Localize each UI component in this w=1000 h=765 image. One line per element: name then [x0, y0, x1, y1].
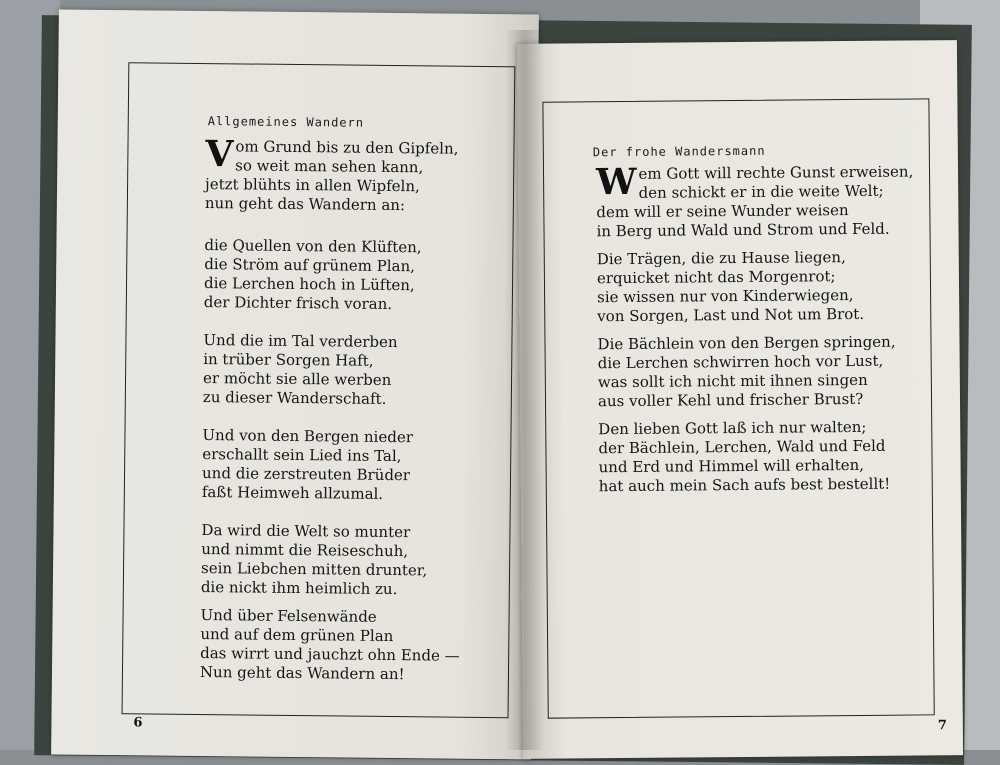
poem-line: erquicket nicht das Morgenrot; [596, 267, 836, 288]
poem-line: erschallt sein Lied ins Tal, [202, 445, 402, 466]
poem-line: und Erd und Himmel will erhalten, [598, 455, 865, 477]
poem-line: in trüber Sorgen Haft, [203, 350, 374, 370]
poem-line: Und die im Tal verderben [203, 331, 398, 352]
poem-line: sein Liebchen mitten drunter, [200, 559, 428, 580]
book-gutter [505, 30, 545, 750]
right-page-number: 7 [937, 718, 947, 734]
right-poem-title: Der frohe Wandersmann [592, 143, 766, 160]
poem-line: sie wissen nur von Kinderwiegen, [597, 286, 854, 307]
poem-line: Den lieben Gott laß ich nur walten; [598, 417, 867, 439]
right-stanza-4 [598, 418, 890, 497]
right-stanza-2 [597, 248, 864, 326]
poem-line: aus voller Kehl und frischer Brust? [597, 389, 864, 411]
poem-line: zu dieser Wanderschaft. [202, 388, 387, 408]
right-drop-cap: W [595, 160, 637, 204]
poem-line: dem will er seine Wunder weisen [596, 201, 849, 222]
poem-line: was sollt ich nicht mit ihnen singen [597, 370, 868, 392]
right-page [517, 40, 963, 759]
poem-line: in Berg und Wald und Strom und Feld. [596, 219, 890, 241]
poem-line: faßt Heimweh allzumal. [201, 483, 384, 503]
poem-line: und auf dem grünen Plan [200, 625, 394, 646]
left-stanza-2 [204, 236, 422, 314]
right-stanza-3 [597, 333, 896, 412]
poem-line: om Grund bis zu den Gipfeln, [235, 137, 459, 158]
left-stanza-1 [204, 133, 459, 215]
left-stanza-6 [200, 606, 460, 685]
left-page [51, 10, 539, 760]
left-poem-title: Allgemeines Wandern [207, 114, 365, 130]
poem-line: den schickt er in die weite Welt; [638, 181, 884, 202]
poem-line: Nun geht das Wandern an! [199, 663, 405, 684]
poem-line: und nimmt die Reiseschuh, [201, 540, 409, 561]
left-stanza-3 [203, 331, 398, 409]
poem-line: Die Bächlein von den Bergen springen, [597, 332, 896, 354]
poem-line: der Dichter frisch voran. [203, 293, 393, 314]
poem-line: Und von den Bergen nieder [202, 426, 414, 447]
poem-line: hat auch mein Sach aufs best bestellt! [598, 474, 891, 496]
poem-line: Die Trägen, die zu Hause liegen, [596, 248, 846, 269]
left-stanza-5 [201, 521, 428, 599]
left-drop-cap: V [205, 133, 234, 176]
poem-line: so weit man sehen kann, [235, 156, 424, 177]
poem-line: die Lerchen schwirren hoch vor Lust, [597, 351, 884, 373]
poem-line: Und über Felsenwände [200, 606, 377, 626]
left-page-number: 6 [133, 715, 143, 731]
poem-line: die Quellen von den Klüften, [204, 236, 422, 257]
poem-line: der Bächlein, Lerchen, Wald und Feld [598, 436, 886, 458]
poem-line: das wirrt und jauchzt ohn Ende — [200, 644, 460, 665]
left-stanza-4 [202, 426, 413, 504]
poem-line: von Sorgen, Last und Not um Brot. [597, 304, 865, 326]
poem-line: em Gott will rechte Gunst erweisen, [638, 162, 914, 183]
poem-line: die nickt ihm heimlich zu. [200, 578, 398, 599]
poem-line: nun geht das Wandern an: [204, 194, 406, 215]
right-stanza-1 [595, 160, 914, 242]
poem-line: jetzt blühts in allen Wipfeln, [204, 175, 420, 196]
poem-line: und die zerstreuten Brüder [201, 464, 411, 485]
poem-line: Da wird die Welt so munter [201, 521, 411, 542]
poem-line: er möcht sie alle werben [202, 369, 392, 390]
poem-line: die Ström auf grünem Plan, [204, 255, 416, 276]
poem-line: die Lerchen hoch in Lüften, [203, 274, 415, 295]
